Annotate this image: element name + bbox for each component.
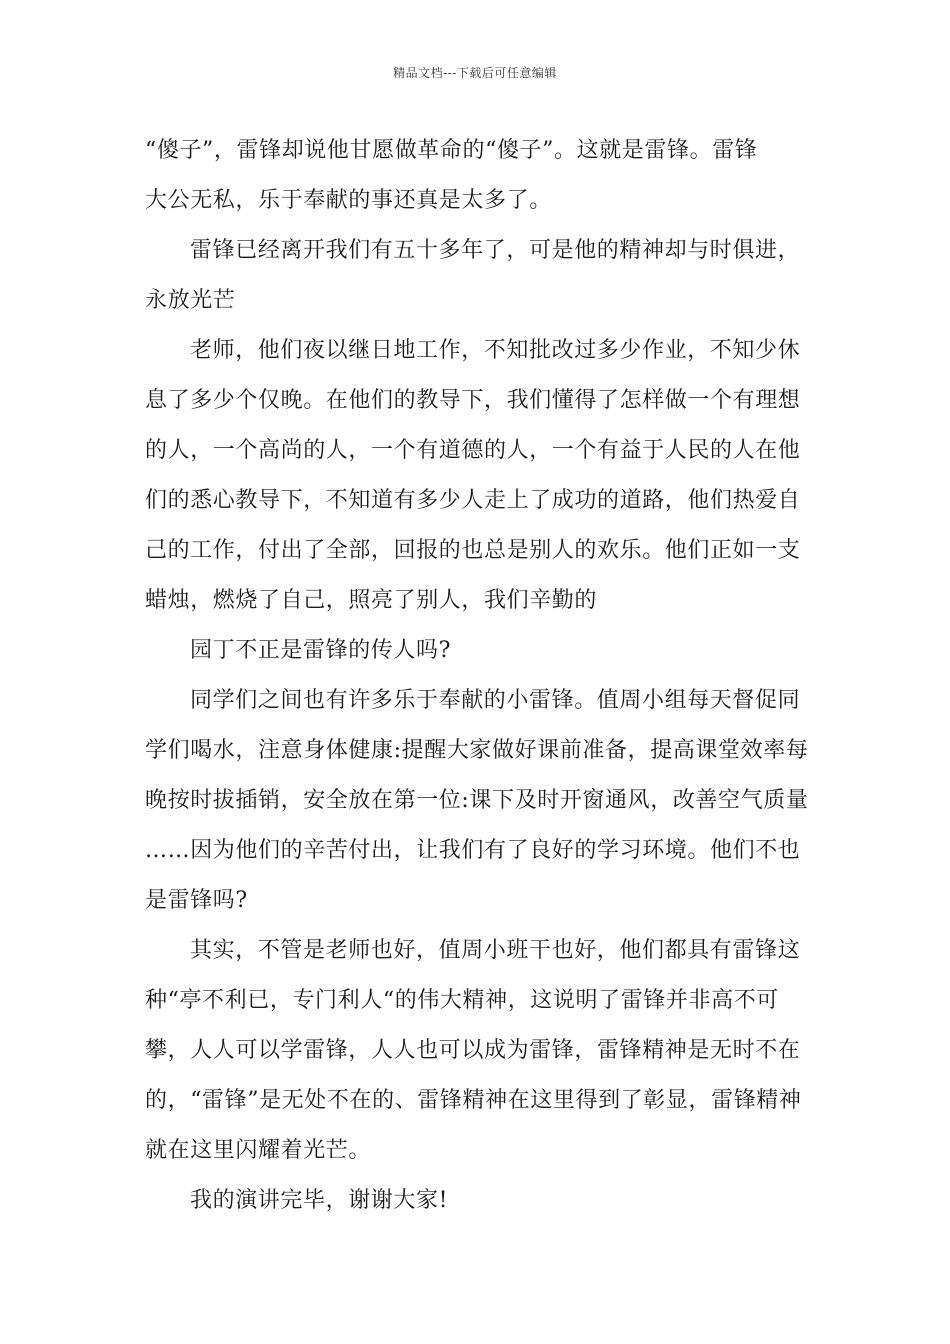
text-line: 们的悉心教导下，不知道有多少人走上了成功的道路，他们热爱自 [145, 488, 801, 513]
text-line: 园丁不正是雷锋的传人吗? [190, 638, 451, 663]
text-line: 其实，不管是老师也好，值周小班干也好，他们都具有雷锋这 [190, 938, 801, 963]
text-line: 种“亭不利已，专门利人“的伟大精神，这说明了雷锋并非高不可 [145, 988, 779, 1013]
text-line: 蜡烛，燃烧了自己，照亮了别人，我们辛勤的 [145, 588, 598, 613]
text-line: 的，“雷锋”是无处不在的、雷锋精神在这里得到了彰显，雷锋精神 [145, 1088, 802, 1113]
text-line: 大公无私，乐于奉献的事还真是太多了。 [145, 188, 552, 213]
text-line: 息了多少个仅晚。在他们的教导下，我们懂得了怎样做一个有理想 [145, 388, 801, 413]
text-line: 雷锋已经离开我们有五十多年了，可是他的精神却与时俱进， [190, 238, 801, 263]
text-line: “傻子”，雷锋却说他甘愿做革命的“傻子”。这就是雷锋。雷锋 [145, 138, 758, 163]
text-line: 的人，一个高尚的人，一个有道德的人，一个有益于人民的人在他 [145, 438, 801, 463]
text-line: 就在这里闪耀着光芒。 [145, 1138, 372, 1163]
text-line: 是雷锋吗? [145, 888, 248, 913]
text-line: 学们喝水，注意身体健康:提醒大家做好课前准备，提高课堂效率每 [145, 738, 809, 763]
text-line: 我的演讲完毕，谢谢大家! [190, 1188, 449, 1213]
page-header: 精品文档---下载后可任意编辑 [393, 66, 557, 80]
text-line: 晚按时拔插销，安全放在第一位:课下及时开窗通风，改善空气质量 [145, 788, 809, 813]
text-line: 老师，他们夜以继日地工作，不知批改过多少作业，不知少休 [190, 338, 801, 363]
text-line: 永放光芒 [145, 288, 236, 313]
text-line: 己的工作，付出了全部，回报的也总是别人的欢乐。他们正如一支 [145, 538, 801, 563]
text-line: 同学们之间也有许多乐于奉献的小雷锋。值周小组每天督促同 [190, 688, 801, 713]
text-line: 攀，人人可以学雷锋，人人也可以成为雷锋，雷锋精神是无时不在 [145, 1038, 801, 1063]
text-line: ……因为他们的辛苦付出，让我们有了良好的学习环境。他们不也 [145, 838, 801, 863]
